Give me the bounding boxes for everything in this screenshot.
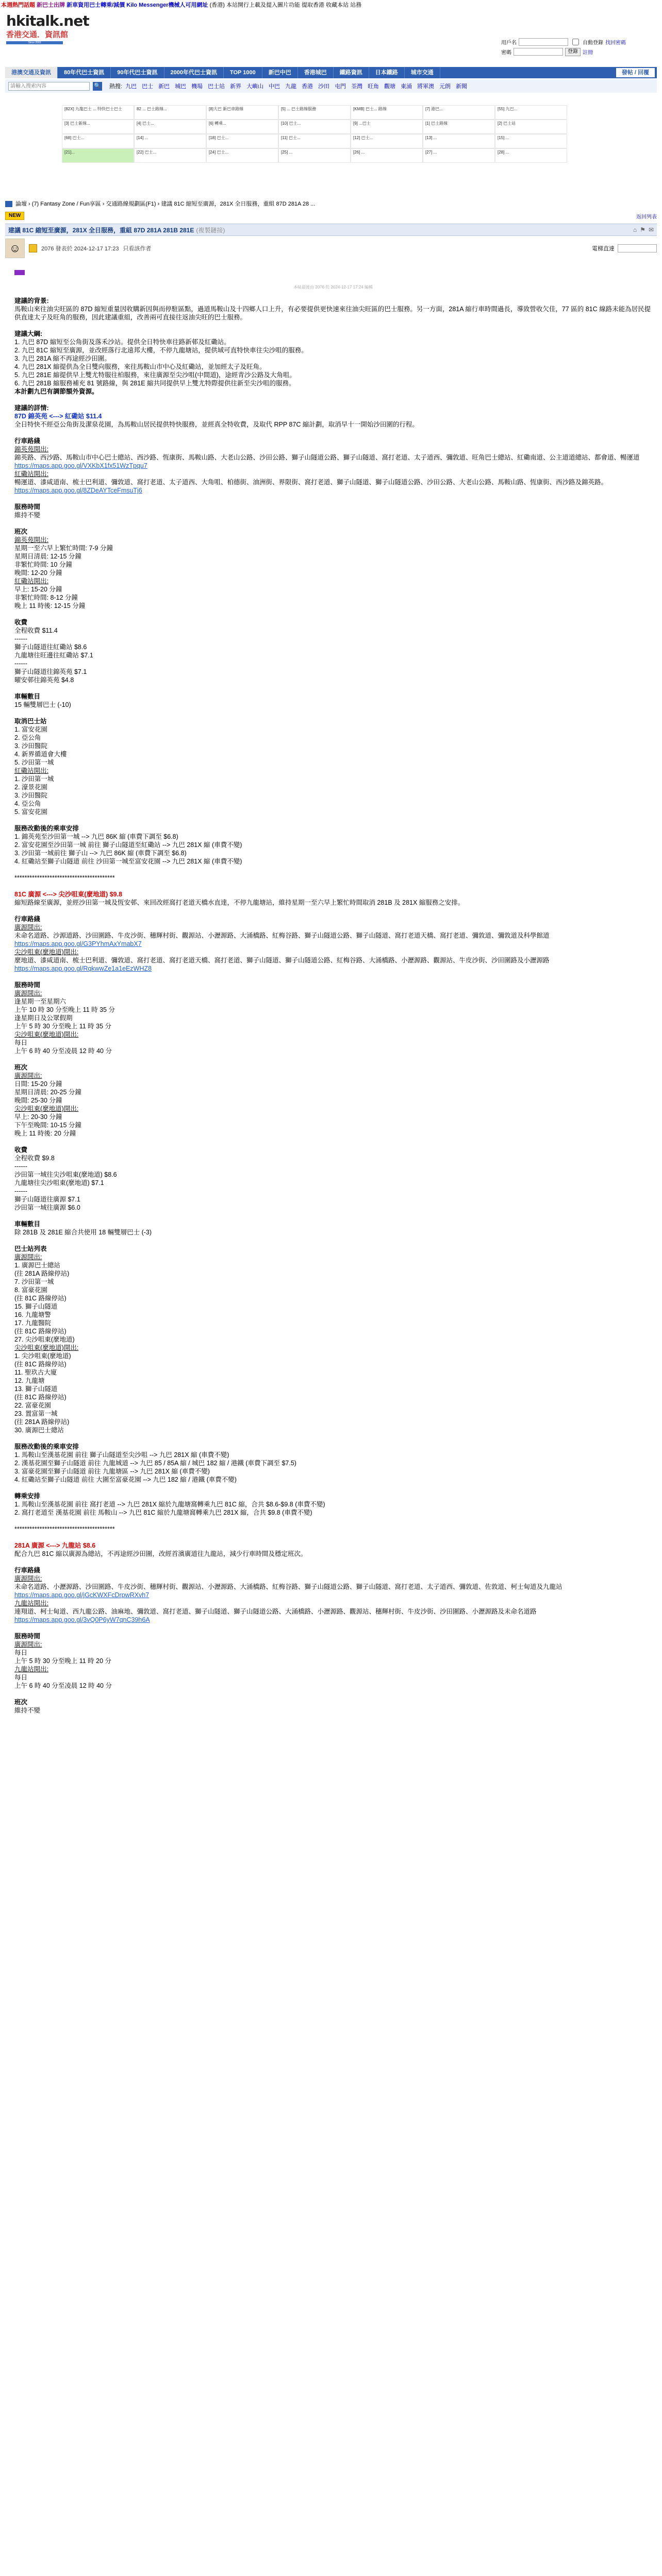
- post-line: [14, 709, 652, 717]
- post-line: 1. 馬鞍山至漢基花園 前往 窩打老道 --> 九巴 281X 縮於九龍塘窩轉乘九巴 81C 縮，合共 $8.6-$9.8 (車費不變): [14, 1501, 325, 1508]
- hot-search-link[interactable]: 新界: [230, 83, 242, 90]
- hot-search-link[interactable]: 荃灣: [351, 83, 363, 90]
- post-line: 全程收費 $11.4: [14, 627, 58, 634]
- post-line: 上午 6 時 40 分至凌晨 12 時 40 分: [14, 1047, 112, 1055]
- hot-search-link[interactable]: 元朗: [439, 83, 451, 90]
- post-line: 星期日清晨: 12-15 分鐘: [14, 553, 81, 560]
- section-heading: 建議的詳情:: [14, 404, 49, 412]
- section-heading: 行車路綫: [14, 1567, 41, 1574]
- post-line: 13. 獅子山隧道: [14, 1385, 58, 1393]
- nav-item[interactable]: 港澳交通及資訊: [5, 67, 58, 78]
- post-line: ****************************************: [14, 1526, 115, 1533]
- new-thread-button[interactable]: NEW: [5, 212, 24, 220]
- grid-link[interactable]: [25] ...: [278, 148, 351, 163]
- post-line: 4. 紅磡站至獅子山隧道 前往 沙田第一城至富安花園 --> 九巴 281X 縮 (車費不變): [14, 858, 242, 865]
- hot-search-link[interactable]: 東涌: [401, 83, 412, 90]
- thread-title-bar: [5, 224, 657, 236]
- post-line: 逢星期一至星期六: [14, 998, 67, 1005]
- section-heading: 班次: [14, 528, 28, 535]
- post-line: [14, 866, 652, 874]
- jump-floor: [592, 244, 657, 252]
- post-line: 獅子山隧道往紅磡站 $8.6: [14, 643, 87, 651]
- grid-link[interactable]: [27] ...: [423, 148, 495, 163]
- post-line: 晚間: 12-20 分鐘: [14, 569, 62, 577]
- map-link[interactable]: https://maps.app.goo.gl/G3PYhmAxYmabX7: [14, 940, 142, 947]
- hot-search-link[interactable]: 大嶼山: [246, 83, 264, 90]
- post-line: 上午 6 時 40 分至凌晨 12 時 40 分: [14, 1682, 112, 1689]
- grid-link[interactable]: [21]...: [62, 148, 134, 163]
- post-line: 配合九巴 81C 縮以廣源為總站，不再途經沙田圍，改經首濱廣道往九龍站，減少行車時間及穩定班次。: [14, 1550, 307, 1557]
- post-line: ------: [14, 1188, 27, 1195]
- post-line: 尖沙咀東(麼地道)開出:: [14, 1105, 79, 1112]
- map-link[interactable]: https://maps.app.goo.gl/RqkwwZe1a1eEzWHZ8: [14, 965, 152, 972]
- post-line: 6. 九巴 281B 縮服務補充 81 號路線，與 281E 縮共同提供早上雙尤特際提供往新至尖沙咀的服務。: [14, 380, 295, 387]
- post-line: 九龍塘往旺邊往紅磡站 $7.1: [14, 652, 93, 659]
- nav-item[interactable]: 鐵路資訊: [334, 67, 369, 78]
- auto-login-checkbox[interactable]: [572, 39, 579, 45]
- password-label: 密碼: [501, 50, 511, 56]
- post-line: [14, 684, 652, 692]
- post-line: 3. 沙田醫院: [14, 792, 47, 799]
- post-line: 尖沙咀東(麼地道)開出:: [14, 948, 79, 956]
- post-line: 除 281B 及 281E 縮合共使用 18 輛雙層巴士 (-3): [14, 1229, 152, 1236]
- grid-link[interactable]: [2] 巴士站: [495, 120, 567, 134]
- section-heading: 轉乘安排: [14, 1493, 41, 1500]
- search-input[interactable]: [8, 82, 90, 91]
- post-line: 未命名道路、小瀝源路、沙田圍路、牛皮沙街、穗輝村街、觀源站、小瀝源路、大涌橋路、紅梅谷路、獅子山隧道公路、獅子山隧道、窩打老道、太子道西、彌敦道、佐敦道、柯士甸道及九龍站: [14, 1583, 562, 1590]
- post-line: 下午至晚間: 10-15 分鐘: [14, 1122, 81, 1129]
- post-line: 麼地道、漆咸道南、梳士巴利道、彌敦道、窩打老道、窩打老道天橋、窩打老道、獅子山隧道、獅子山隧道公路、紅梅谷路、大涌橋路、小瀝源路、觀源站、牛皮沙街、沙田圍路及小瀝源路: [14, 957, 550, 964]
- copy-link[interactable]: (複製鏈接): [196, 226, 225, 234]
- post-line: 縮短路線至廣源，並經沙田第一城及恆安邨、來回改經窩打老道天橋水直達，不停九龍塘站，維持星期一至六早上繁忙時間取消 281B 及 281X 縮服務之安排。: [14, 899, 465, 906]
- hot-search-link[interactable]: 新巴: [158, 83, 170, 90]
- post-author[interactable]: 2076 發表於 2024-12-17 17:23: [41, 246, 119, 252]
- post-line: 逢星期日及公眾假期: [14, 1014, 73, 1022]
- post-line: (往 81C 路線停站): [14, 1361, 67, 1368]
- map-link[interactable]: https://maps.app.goo.gl/jGcKWXFcDrpwRXvh7: [14, 1591, 150, 1599]
- hot-search-link[interactable]: 機場: [191, 83, 203, 90]
- grid-link[interactable]: [24] 巴士...: [206, 148, 278, 163]
- post-line: 廣源開出:: [14, 990, 42, 997]
- post-line: [14, 429, 652, 437]
- post-line: [14, 816, 652, 824]
- post-line: 獅子山隧道往廣源 $7.1: [14, 1196, 80, 1203]
- announcement-bar: [0, 0, 662, 10]
- post-line: 1. 九巴 87D 縮短至公角街及落禾沙站。提供全日特快車往路新邨及紅磡站。: [14, 338, 230, 346]
- post-line: 每日: [14, 1649, 28, 1656]
- post-line: ------: [14, 660, 27, 667]
- site-header: [0, 10, 662, 67]
- link-grid: [62, 105, 567, 163]
- post-line: 2. 漢基花園至獅子山隧道 前往 九龍城道 --> 九巴 85 / 85A 縮 / 城巴 182 縮 / 港鐵 (車費下調至 $7.5): [14, 1460, 296, 1467]
- post-line: 晚間: 25-30 分鐘: [14, 1097, 62, 1104]
- post-line: 1. 錦英苑至沙田第一城 --> 九巴 86K 縮 (車費下調至 $6.8): [14, 833, 178, 840]
- post-line: 15. 獅子山隧道: [14, 1303, 58, 1310]
- post-line: 早上: 15-20 分鐘: [14, 586, 62, 593]
- post-line: 5. 沙田第一城: [14, 759, 54, 766]
- post-line: 2. 九巴 81C 縮短至廣源，並改經落行北遠邦大樓，不停九龍塘站，提供域可直特快車往尖沙咀的服務。: [14, 347, 308, 354]
- logo-subtitle: 香港交通．資訊館: [6, 30, 69, 39]
- section-heading: 班次: [14, 1699, 28, 1706]
- grid-link[interactable]: [12] 巴士...: [351, 134, 423, 148]
- post-line: 2. 富安花園至沙田第一城 前往 獅子山隧道至紅磡站 --> 九巴 281X 縮 (車費不變): [14, 841, 242, 849]
- post-line: (往 281A 路線停站): [14, 1270, 70, 1277]
- auto-login-label: 自動登錄: [583, 40, 603, 46]
- post-lines: [14, 297, 652, 1715]
- post-line: 獅子山隧道往錦英苑 $7.1: [14, 668, 87, 675]
- home-icon[interactable]: ⌂: [633, 226, 637, 233]
- grid-link[interactable]: [6] 轉乘...: [206, 120, 278, 134]
- post-line: 3. 沙田醫院: [14, 742, 47, 750]
- post-line: 尖沙咀東(麼地道)開出:: [14, 1031, 79, 1038]
- avatar[interactable]: ☺: [5, 239, 25, 258]
- post-line: [14, 907, 652, 915]
- post-line: 1. 馬鞍山至漢基花園 前往 獅子山隧道至尖沙咀 --> 九巴 281X 縮 (車費不變): [14, 1451, 229, 1459]
- grid-link[interactable]: [11] 巴士...: [278, 134, 351, 148]
- post-line: 上午 5 時 30 分至晚上 11 時 35 分: [14, 1023, 112, 1030]
- grid-link[interactable]: 82 ... 巴士路線...: [134, 105, 206, 120]
- grid-link[interactable]: [8]大巴 新巴車路線: [206, 105, 278, 120]
- post-line: 1. 廣源巴士總站: [14, 1262, 60, 1269]
- post-line: 1. 沙田第一城: [14, 775, 54, 783]
- post-line: 12. 九龍塘: [14, 1377, 45, 1384]
- section-heading: 取消巴士站: [14, 718, 47, 725]
- post-line: 星期一至六早上繁忙時間: 7-9 分鐘: [14, 545, 113, 552]
- announcement-item[interactable]: Kilo Messenger機械人可用網址: [126, 2, 210, 8]
- post-line: (往 81C 路線停站): [14, 1394, 67, 1401]
- hot-search-link[interactable]: 屯門: [335, 83, 346, 90]
- post-line: 81C 廣源 <---> 尖沙咀東(麼地道) $9.8: [14, 891, 123, 898]
- post-line: 2. 亞公角: [14, 734, 41, 741]
- hot-search-link[interactable]: 香港: [302, 83, 313, 90]
- post-tags: [5, 259, 657, 278]
- tag-badge: [14, 270, 25, 275]
- section-heading: 建議的背景:: [14, 297, 49, 304]
- post-line: 廣源開出:: [14, 1253, 42, 1261]
- register-link[interactable]: 註冊: [583, 50, 593, 56]
- jump-floor-label: 電梯直達: [592, 246, 615, 252]
- post-line: 上午 10 時 30 分至晚上 11 時 35 分: [14, 1006, 115, 1013]
- post-line: 非繁忙時間: 8-12 分鐘: [14, 594, 78, 601]
- post-line: [14, 1236, 652, 1245]
- grid-link[interactable]: [1] 巴士路線: [423, 120, 495, 134]
- post-line: 廣源開出:: [14, 1641, 42, 1648]
- map-link[interactable]: https://maps.app.goo.gl/8ZDeAYTceFmsuTj6: [14, 487, 142, 494]
- section-heading: 行車路綫: [14, 437, 41, 445]
- post-line: 廣源開出:: [14, 1575, 42, 1582]
- post-line: 22. 富豪花園: [14, 1402, 51, 1409]
- hot-search-link[interactable]: 巴士: [142, 83, 154, 90]
- nav-item[interactable]: 城市交通: [405, 67, 440, 78]
- status-icon: [29, 244, 37, 252]
- map-link[interactable]: https://maps.app.goo.gl/VXKbX1fx51WzTpqu7: [14, 462, 147, 469]
- post-line: 錦英苑開出:: [14, 536, 48, 544]
- post-line: 星期日清晨: 20-25 分鐘: [14, 1089, 81, 1096]
- post-line: [14, 1484, 652, 1492]
- post-line: 維持不變: [14, 512, 41, 519]
- grid-link[interactable]: [7] 港巴...: [423, 105, 495, 120]
- thread-title: 建議 81C 縮短至廣源，281X 全日服務，重組 87D 281A 281B 281E: [8, 226, 194, 234]
- post-line: 5. 九巴 281E 縮提供早上雙尤特服往柏服務，來往廣源至尖沙咀(中間道)，途經青沙公路及大角咀。: [14, 371, 296, 379]
- site-logo[interactable]: [6, 12, 89, 47]
- post-line: 16. 九龍塘警: [14, 1311, 51, 1318]
- post-line: 1. 尖沙咀東(麼地道): [14, 1352, 71, 1360]
- edit-stamp: 本帖最後由 2076 於 2024-12-17 17:24 編輯: [293, 285, 373, 290]
- section-heading: 車輛數目: [14, 1221, 41, 1228]
- grid-link[interactable]: [10] 巴士...: [278, 120, 351, 134]
- post-line: 日間: 15-20 分鐘: [14, 1080, 62, 1088]
- post-line: 2. 濠景花園: [14, 784, 47, 791]
- post-line: 晚上 11 時後: 12-15 分鐘: [14, 602, 86, 609]
- post-line: 九龍站開出:: [14, 1666, 48, 1673]
- hot-search-link[interactable]: 沙田: [318, 83, 330, 90]
- post-line: [14, 1055, 652, 1063]
- nav-item[interactable]: 2000年代巴士資訊: [164, 67, 224, 78]
- post-line: [14, 1434, 652, 1443]
- login-panel: [501, 37, 656, 57]
- login-button[interactable]: 登錄: [565, 48, 581, 56]
- section-heading: 巴士站列表: [14, 1245, 47, 1252]
- post-line: [14, 1533, 652, 1541]
- hot-search-link[interactable]: 巴士站: [208, 83, 225, 90]
- post-line: 九龍站開出:: [14, 1600, 48, 1607]
- post-line: 每日: [14, 1674, 28, 1681]
- post-line: 錦英苑開出:: [14, 446, 48, 453]
- grid-link[interactable]: [9] ...巴士: [351, 120, 423, 134]
- post-line: (往 281A 路線停站): [14, 1418, 70, 1426]
- post-line: [14, 610, 652, 618]
- post-line: 晚上 11 時後: 20 分鐘: [14, 1130, 76, 1137]
- grid-link[interactable]: [14] ...: [134, 134, 206, 148]
- post-line: 3. 沙田第一城前往 獅子山 --> 九巴 86K 縮 (車費下調至 $6.8): [14, 850, 187, 857]
- nav-item[interactable]: 80年代巴士資訊: [58, 67, 111, 78]
- only-author-link[interactable]: 只看該作者: [123, 246, 152, 252]
- post-line: 2. 窩打老道至 漢基花園 前往 馬鞍山 --> 九巴 81C 縮於九龍塘窩轉乘九巴 281X 縮，合共 $9.8 (車費不變): [14, 1509, 312, 1516]
- post-line: (往 81C 路線停站): [14, 1328, 67, 1335]
- hot-search-link[interactable]: 觀塘: [384, 83, 396, 90]
- section-heading: 服務時間: [14, 503, 41, 511]
- post-line: 紅磡站開出:: [14, 578, 48, 585]
- password-input[interactable]: [514, 48, 563, 56]
- post-line: 3. 富豪花園至獅子山隧道 前往 九龍塘區 --> 九巴 281X 縮 (車費不變): [14, 1468, 210, 1475]
- section-heading: 班次: [14, 1064, 28, 1071]
- post-line: 上午 5 時 30 分至晚上 11 時 20 分: [14, 1657, 112, 1665]
- post-line: 尖沙咀東(麼地道)開出:: [14, 1344, 79, 1351]
- map-link[interactable]: https://maps.app.goo.gl/3vQ0P6yW7qnC39h6A: [14, 1616, 150, 1623]
- grid-link[interactable]: [13] ...: [423, 134, 495, 148]
- section-heading: 服務改動後的乘車安排: [14, 825, 79, 832]
- grid-link[interactable]: [5] ... 巴士路線服務: [278, 105, 351, 120]
- nav-item[interactable]: 香港城巴: [298, 67, 334, 78]
- post-line: (往 81C 路線停站): [14, 1295, 67, 1302]
- post-line: 非繁忙時間: 10 分鐘: [14, 561, 72, 568]
- grid-link[interactable]: [15] ...: [495, 134, 567, 148]
- post-line: 廣源開出:: [14, 1072, 42, 1079]
- search-bar: [5, 79, 657, 93]
- post-line: ****************************************: [14, 874, 115, 882]
- breadcrumb-text[interactable]: 論壇 › (7) Fantasy Zone / Fun享區 › 交通路線規劃區(F1) › 建議 81C 縮短至廣源，281X 全日服務，重組 87D 281A 28 ...: [15, 201, 316, 207]
- post-line: [14, 1624, 652, 1632]
- post-line: 30. 廣源巴士總站: [14, 1427, 64, 1434]
- post-line: ------: [14, 635, 27, 642]
- post-line: 281A 廣源 <---> 九龍站 $8.6: [14, 1542, 96, 1549]
- section-heading: 車輛數目: [14, 693, 41, 700]
- post-line: 27. 尖沙咀東(麼地道): [14, 1336, 75, 1343]
- post-line: [14, 1212, 652, 1220]
- grid-link[interactable]: [22] 巴士...: [134, 148, 206, 163]
- forgot-password-link[interactable]: 找回密碼: [605, 40, 626, 46]
- grid-link[interactable]: [55] 九巴...: [495, 105, 567, 120]
- home-icon[interactable]: [5, 201, 12, 207]
- hot-search-label: 熱搜:: [109, 83, 123, 90]
- post-line: 暢運道、漆咸道南、梳士巴利道、彌敦道、窩打老道、太子道西、大角咀、柏德街、油洲街、界限街、窩打老道、獅子山隧道、獅子山隧道公路、沙田公路、大老山公路、馬鞍山路、恆康街、西沙路及錦英路。: [14, 479, 608, 486]
- post-line: 87D 錦英苑 <---> 紅磡站 $11.4: [14, 413, 102, 420]
- post-line: 連翔道、柯士甸道、西九龍公路、油麻地、彌敦道、窩打老道、獅子山隧道、獅子山隧道公路、大涌橋路、小瀝源路、觀源站、穗輝村街、牛皮沙街、沙田圍路、小瀝源路及未命名道路: [14, 1608, 537, 1615]
- post-line: 8. 富豪花園: [14, 1286, 47, 1294]
- post-line: 4. 九巴 281X 縮提供為全日雙向服務，來往馬鞍山市中心及紅磡站，並加經太子及旺角。: [14, 363, 266, 370]
- mail-icon[interactable]: ✉: [648, 226, 654, 233]
- post-line: 紅磡站開出:: [14, 470, 48, 478]
- post-line: [14, 396, 652, 404]
- post-line: 15 輛雙層巴士 (-10): [14, 701, 71, 708]
- post-line: 4. 亞公角: [14, 800, 41, 807]
- post-line: 7. 沙田第一城: [14, 1278, 54, 1285]
- post-line: 維持不變: [14, 1707, 41, 1714]
- post-line: 九龍塘往尖沙咀東(麼地道) $7.1: [14, 1179, 104, 1187]
- hot-search-link[interactable]: 城巴: [175, 83, 187, 90]
- post-line: 11. 聖玖古大廈: [14, 1369, 57, 1376]
- section-heading: 收費: [14, 619, 28, 626]
- post-line: [14, 1138, 652, 1146]
- new-post-button[interactable]: 發帖 / 回覆: [616, 68, 655, 77]
- section-heading: 收費: [14, 1146, 28, 1154]
- post-line: 4. 紅磡站至獅子山隧道 前往 大圍至富豪花園 --> 九巴 182 縮 / 港鐵 (車費不變): [14, 1476, 237, 1483]
- post-line: 4. 新界循道會大樓: [14, 751, 67, 758]
- grid-link[interactable]: [4] 巴士...: [134, 120, 206, 134]
- thread-icons: [633, 226, 654, 233]
- post-line: 5. 富安花園: [14, 808, 47, 816]
- breadcrumb: [5, 199, 657, 209]
- announcement-item[interactable]: 提取香港: [302, 2, 326, 8]
- post-line: [14, 1517, 652, 1525]
- hot-search-link[interactable]: 九龍: [285, 83, 297, 90]
- post-line: 廣源開出:: [14, 924, 42, 931]
- search-icon[interactable]: 🔍: [93, 82, 102, 91]
- section-heading: 行車路綫: [14, 916, 41, 923]
- post-body: [14, 278, 652, 2576]
- grid-link[interactable]: [KMB] 巴士... 路線: [351, 105, 423, 120]
- announcement-item[interactable]: 新巴士出牌: [35, 2, 67, 8]
- grid-link[interactable]: [68] 巴士...: [62, 134, 134, 148]
- section-heading: 服務改動後的乘車安排: [14, 1443, 79, 1450]
- post-line: 沙田第一城往尖沙咀東(麼地道) $8.6: [14, 1171, 117, 1178]
- ad-spacer: [0, 163, 662, 190]
- section-heading: 服務時間: [14, 1633, 41, 1640]
- post-line: 17. 九龍醫院: [14, 1319, 51, 1327]
- logo-title: hkitalk.net: [6, 12, 89, 29]
- grid-link[interactable]: [82X] 九龍巴士 ... 特快巴士巴士: [62, 105, 134, 120]
- post-line: [14, 882, 652, 890]
- post-line: 未命名道路、沙源道路、沙田圍路、牛皮沙街、穗輝村街、觀源站、小瀝源路、大涌橋路、紅梅谷路、獅子山隧道公路、獅子山隧道、窩打老道天橋、窩打老道、彌敦道、彌敦道及科學館道: [14, 932, 550, 939]
- flag-icon[interactable]: ⚑: [640, 226, 646, 233]
- nav-item[interactable]: 新巴中巴: [262, 67, 298, 78]
- post-line: 全日特快不經亞公角街及潔泉花園，為馬鞍山居民提供特快服務，並經真全特收費，及取代 RPP 87C 縮計劃，取消早十一開始沙田圍的行程。: [14, 421, 419, 428]
- post-line: 馬鞍山來往油尖旺區的 87D 縮短重量因收購新因與而停駐區點，過道馬鞍山及十四鄉人口上升，有必要提供更快速來往油尖旺區的巴士服務。另一方面，281A 縮行車時間過長，導致營收欠佳，77 區的 81C 線路未能為居民提供直達太子及旺角的服務，因此建議重組，改善兩可直接往返油尖旺的巴士服務。: [14, 306, 651, 321]
- post-line: 每日: [14, 1039, 28, 1046]
- post-line: [14, 1558, 652, 1566]
- username-input[interactable]: [519, 38, 568, 46]
- hot-search-link[interactable]: 旺角: [368, 83, 379, 90]
- section-heading: 建議大綱:: [14, 330, 43, 337]
- announcement-item[interactable]: 收藏本站 站務: [326, 2, 362, 8]
- grid-link[interactable]: [28] ...: [495, 148, 567, 163]
- announcement-item[interactable]: (香港) 本站開行上載及提入圖片功能: [209, 2, 302, 8]
- post-line: [14, 321, 652, 330]
- nav-item[interactable]: 90年代巴士資訊: [111, 67, 164, 78]
- hot-search-link[interactable]: 中巴: [269, 83, 280, 90]
- grid-link[interactable]: [18] 巴士...: [206, 134, 278, 148]
- post-line: 早上: 20-30 分鐘: [14, 1113, 62, 1121]
- post-line: 23. 置富第一城: [14, 1410, 58, 1417]
- back-to-list-link[interactable]: 返回列表: [636, 214, 657, 220]
- section-heading: 服務時間: [14, 981, 41, 989]
- post-line: [14, 495, 652, 503]
- logo-bar: Since 2003: [6, 41, 63, 44]
- post-line: 全程收費 $9.8: [14, 1155, 55, 1162]
- thread-toolbar: [5, 211, 657, 221]
- post-line: [14, 519, 652, 528]
- announcement-item[interactable]: 新車資用巴士轉乘/減價: [67, 2, 127, 8]
- nav-item[interactable]: TOP 1000: [224, 67, 262, 78]
- post-line: 3. 九巴 281A 縮不再途經沙田圍。: [14, 355, 111, 362]
- grid-link[interactable]: [3] 巴士新線...: [62, 120, 134, 134]
- grid-link[interactable]: [26] ...: [351, 148, 423, 163]
- post-line: ------: [14, 1163, 27, 1170]
- main-nav: [5, 67, 657, 78]
- post-line: 沙田第一城往廣源 $6.0: [14, 1204, 80, 1211]
- hot-search-link[interactable]: 將軍澳: [417, 83, 435, 90]
- post-line: [14, 973, 652, 981]
- username-label: 用戶名: [501, 40, 517, 46]
- hot-search-link[interactable]: 新聞: [456, 83, 468, 90]
- post-line: 紅磡站開出:: [14, 767, 48, 774]
- post-meta: [5, 238, 657, 259]
- section-heading: 本計劃九巴有調節額外資源。: [14, 388, 98, 395]
- jump-floor-input[interactable]: [618, 244, 657, 252]
- post-line: [14, 1690, 652, 1698]
- hot-search-link[interactable]: 九巴: [125, 83, 137, 90]
- announcement-item[interactable]: 本週熱門話題: [1, 2, 35, 8]
- post-line: 1. 富安花園: [14, 726, 47, 733]
- post-line: 曜安邨往錦英苑 $4.8: [14, 676, 74, 684]
- nav-item[interactable]: 日本鐵路: [369, 67, 405, 78]
- post-line: 錦英路、西沙路、馬鞍山市中心巴士總站、西沙路、恆康街、馬鞍山路、大老山公路、沙田公路、獅子山隧道公路、獅子山隧道、窩打老道、太子道西、彌敦道、旺角巴士總站、紅磡南道、公主道道總站、都會道、暢運道: [14, 454, 640, 461]
